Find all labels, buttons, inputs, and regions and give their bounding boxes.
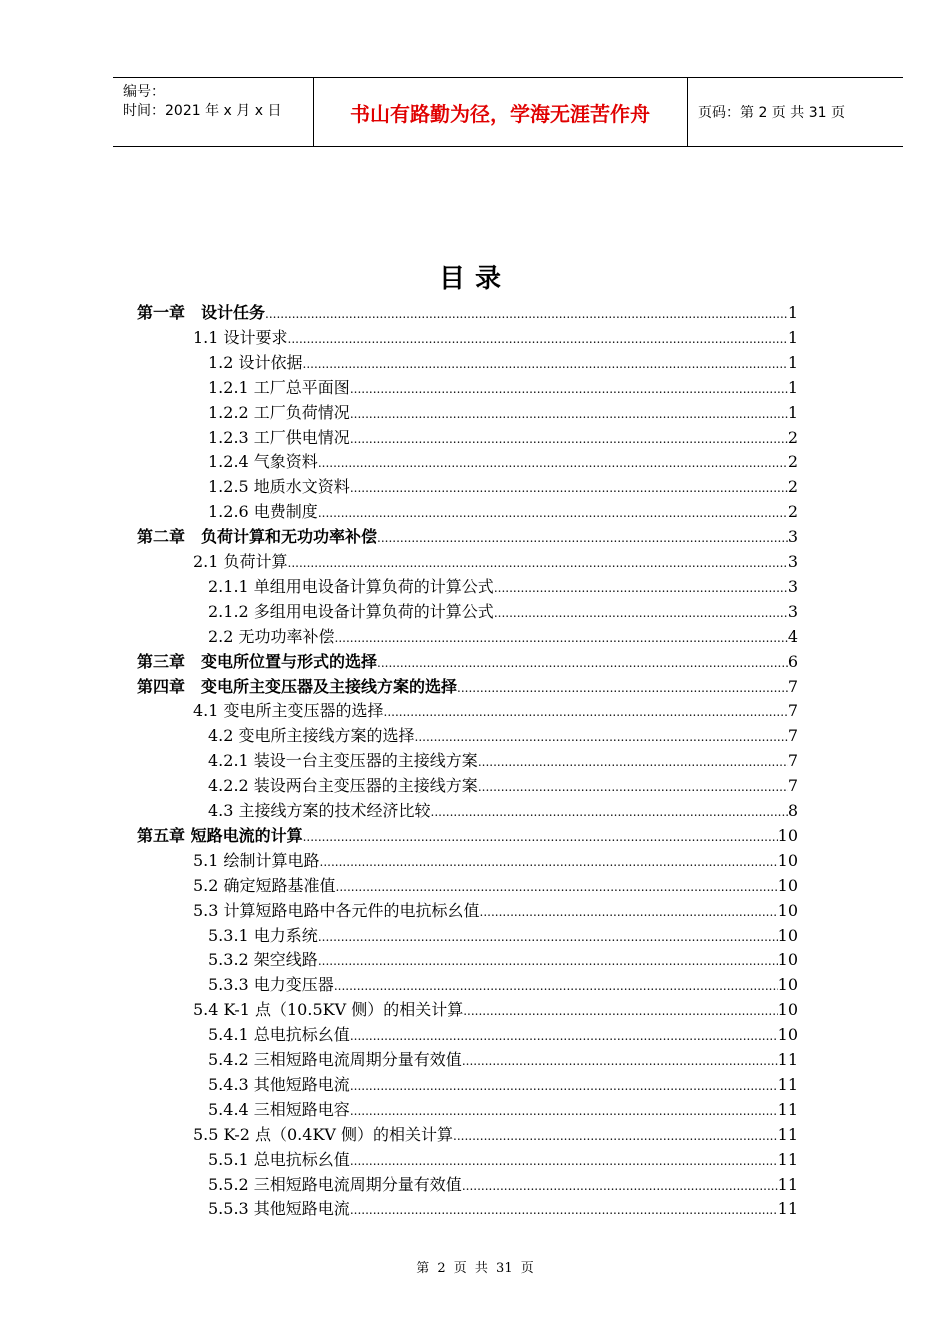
- toc-chapter-entry[interactable]: [137, 524, 798, 549]
- toc-entry[interactable]: [208, 723, 798, 748]
- toc-entry-label: 5.3.2 架空线路: [208, 950, 318, 970]
- toc-dot-leader: [350, 1099, 778, 1124]
- toc-entry-label: 5.4.2 三相短路电流周期分量有效值: [208, 1050, 462, 1069]
- toc-entry[interactable]: [193, 325, 798, 350]
- toc-entry-page: 11: [777, 1174, 798, 1194]
- toc-dot-leader: [318, 949, 778, 974]
- toc-entry-page: 10: [777, 875, 798, 895]
- toc-dot-leader: [350, 476, 788, 501]
- toc-dot-leader: [377, 651, 788, 676]
- toc-entry-label: 1.1 设计要求: [193, 327, 288, 347]
- toc-dot-leader: [478, 750, 788, 775]
- toc-entry-label: 5.5.3 其他短路电流: [208, 1199, 350, 1219]
- toc-entry-label: 2.1.1 单组用电设备计算负荷的计算公式: [208, 576, 494, 596]
- toc-entry-page: 10: [777, 975, 798, 995]
- toc-dot-leader: [431, 800, 788, 825]
- toc-entry-page: 2: [787, 452, 798, 472]
- toc-entry-page: 10: [777, 925, 798, 945]
- toc-entry[interactable]: [193, 898, 798, 923]
- toc-entry-page: 6: [787, 651, 798, 671]
- toc-entry[interactable]: [208, 1047, 798, 1072]
- toc-entry-label: 4.2.2 装设两台主变压器的主接线方案: [208, 776, 478, 796]
- toc-entry-label: 1.2.2 工厂负荷情况: [208, 402, 350, 422]
- toc-entry-label: 第一章 设计任务: [137, 303, 266, 322]
- toc-entry-label: 5.4.1 总电抗标幺值: [208, 1025, 350, 1045]
- toc-entry-label: 1.2.1 工厂总平面图: [208, 377, 350, 397]
- toc-dot-leader: [350, 1024, 778, 1049]
- toc-entry[interactable]: [208, 350, 798, 375]
- toc-entry-label: 1.2.5 地质水文资料: [208, 477, 350, 497]
- toc-entry-label: 5.4 K-1 点（10.5KV 侧）的相关计算: [193, 1000, 464, 1020]
- toc-dot-leader: [494, 601, 788, 626]
- toc-entry-page: 2: [787, 477, 798, 497]
- toc-entry-page: 10: [777, 950, 798, 970]
- toc-entry-page: 2: [787, 502, 798, 522]
- toc-entry-page: 4: [787, 626, 798, 646]
- header-page-info: 页码：第 2 页 共 31 页: [698, 105, 845, 121]
- toc-entry[interactable]: [208, 1097, 798, 1122]
- toc-entry[interactable]: [208, 1022, 798, 1047]
- toc-entry-label: 5.5.1 总电抗标幺值: [208, 1149, 350, 1169]
- toc-entry-page: 1: [787, 327, 798, 347]
- toc-entry-page: 10: [777, 1025, 798, 1045]
- toc-entry-page: 10: [777, 900, 798, 920]
- toc-entry-page: 11: [777, 1199, 798, 1219]
- toc-entry-label: 1.2.4 气象资料: [208, 452, 318, 472]
- toc-dot-leader: [288, 551, 788, 576]
- toc-entry[interactable]: [208, 449, 798, 474]
- toc-entry-page: 3: [787, 576, 798, 596]
- toc-chapter-entry[interactable]: [137, 823, 798, 848]
- toc-dot-leader: [320, 850, 778, 875]
- toc-entry-label: 4.2.1 装设一台主变压器的主接线方案: [208, 751, 478, 771]
- toc-entry[interactable]: [208, 947, 798, 972]
- toc-entry[interactable]: [208, 1147, 798, 1172]
- toc-entry-label: 4.1 变电所主变压器的选择: [193, 701, 384, 721]
- toc-entry[interactable]: [208, 1172, 798, 1197]
- toc-entry[interactable]: [208, 773, 798, 798]
- toc-dot-leader: [480, 900, 778, 925]
- toc-dot-leader: [457, 676, 788, 701]
- toc-dot-leader: [288, 327, 788, 352]
- toc-entry-label: 5.3 计算短路电路中各元件的电抗标幺值: [193, 900, 480, 920]
- toc-entry-label: 5.3.3 电力变压器: [208, 975, 334, 995]
- toc-entry-label: 5.5.2 三相短路电流周期分量有效值: [208, 1174, 462, 1194]
- toc-entry[interactable]: [208, 798, 798, 823]
- toc-dot-leader: [453, 1124, 778, 1149]
- toc-entry-label: 第三章 变电所位置与形式的选择: [137, 651, 378, 671]
- toc-entry[interactable]: [208, 499, 798, 524]
- toc-entry-page: 7: [787, 701, 798, 721]
- toc-entry-label: 5.4.3 其他短路电流: [208, 1074, 350, 1094]
- toc-entry[interactable]: [193, 698, 798, 723]
- toc-entry[interactable]: [193, 997, 798, 1022]
- toc-entry-page: 7: [787, 751, 798, 771]
- toc-entry-label: 1.2.3 工厂供电情况: [208, 427, 350, 447]
- toc-entry-page: 10: [777, 850, 798, 870]
- toc-entry-label: 5.2 确定短路基准值: [193, 875, 336, 895]
- toc-entry-label: 5.4.4 三相短路电容: [208, 1099, 350, 1119]
- toc-dot-leader: [478, 775, 788, 800]
- toc-entry-page: 11: [777, 1124, 798, 1144]
- toc-entry-page: 1: [787, 377, 798, 397]
- toc-dot-leader: [463, 999, 777, 1024]
- toc-entry-label: 1.2 设计依据: [208, 352, 303, 372]
- toc-entry-label: 第二章 负荷计算和无功功率补偿: [137, 527, 378, 547]
- toc-entry-label: 2.1.2 多组用电设备计算负荷的计算公式: [208, 601, 494, 621]
- toc-entry-page: 3: [787, 527, 798, 547]
- toc-dot-leader: [462, 1049, 778, 1074]
- toc-chapter-entry[interactable]: [137, 674, 798, 699]
- toc-dot-leader: [350, 1198, 778, 1223]
- toc-entry-page: 7: [787, 676, 798, 696]
- toc-dot-leader: [318, 501, 788, 526]
- toc-dot-leader: [384, 700, 788, 725]
- number-label: 编号：: [123, 84, 165, 100]
- toc-entry-label: 2.2 无功功率补偿: [208, 626, 335, 646]
- toc-entry-label: 5.1 绘制计算电路: [193, 850, 320, 870]
- toc-dot-leader: [336, 875, 778, 900]
- toc-dot-leader: [350, 377, 788, 402]
- toc-entry-page: 8: [787, 801, 798, 820]
- toc-dot-leader: [303, 352, 788, 377]
- time-label: 时间：2021 年 x 月 x 日: [123, 103, 282, 119]
- toc-entry[interactable]: [208, 923, 798, 948]
- toc-entry-page: 1: [787, 402, 798, 422]
- toc-entry-page: 11: [777, 1149, 798, 1169]
- toc-entry[interactable]: [193, 549, 798, 574]
- toc-entry-label: 4.2 变电所主接线方案的选择: [208, 726, 415, 746]
- toc-entry[interactable]: [208, 1072, 798, 1097]
- toc-chapter-entry[interactable]: [137, 300, 798, 325]
- toc-entry-page: 10: [777, 825, 798, 845]
- toc-dot-leader: [318, 925, 778, 950]
- toc-entry[interactable]: [208, 400, 798, 425]
- toc-entry-page: 11: [777, 1050, 798, 1069]
- page-header: [113, 77, 903, 147]
- toc-entry[interactable]: [208, 425, 798, 450]
- toc-entry-label: 5.3.1 电力系统: [208, 925, 318, 945]
- toc-dot-leader: [334, 974, 778, 999]
- toc-entry-page: 3: [787, 601, 798, 621]
- toc-entry-page: 2: [787, 427, 798, 447]
- toc-dot-leader: [350, 1149, 778, 1174]
- toc-entry[interactable]: [193, 873, 798, 898]
- toc-entry[interactable]: [193, 848, 798, 873]
- toc-entry-label: 2.1 负荷计算: [193, 552, 288, 571]
- toc-entry-page: 10: [777, 1000, 798, 1020]
- toc-dot-leader: [415, 725, 788, 750]
- toc-dot-leader: [265, 302, 788, 327]
- toc-dot-leader: [318, 451, 788, 476]
- toc-dot-leader: [462, 1174, 778, 1199]
- toc-entry-page: 1: [787, 303, 798, 322]
- toc-entry-label: 第四章 变电所主变压器及主接线方案的选择: [137, 676, 458, 696]
- toc-entry[interactable]: [208, 972, 798, 997]
- toc-dot-leader: [350, 1074, 778, 1099]
- toc-entry[interactable]: [208, 1196, 798, 1221]
- toc-entry-label: 5.5 K-2 点（0.4KV 侧）的相关计算: [193, 1124, 454, 1144]
- toc-entry[interactable]: [208, 375, 798, 400]
- header-meta: [113, 78, 314, 146]
- toc-chapter-entry[interactable]: [137, 649, 798, 674]
- toc-dot-leader: [350, 427, 788, 452]
- toc-entry[interactable]: [208, 474, 798, 499]
- toc-entry-page: 7: [787, 776, 798, 796]
- toc-entry-page: 1: [787, 352, 798, 372]
- toc-dot-leader: [494, 576, 788, 601]
- toc-title: 目录: [438, 264, 511, 294]
- toc-entry-label: 1.2.6 电费制度: [208, 502, 318, 522]
- toc-entry-label: 第五章 短路电流的计算: [137, 825, 303, 845]
- toc-entry-label: 4.3 主接线方案的技术经济比较: [208, 801, 431, 820]
- toc-entry-page: 11: [777, 1074, 798, 1094]
- toc-entry[interactable]: [208, 748, 798, 773]
- page-footer: 第 2 页 共 31 页: [416, 1261, 534, 1276]
- toc-dot-leader: [335, 626, 788, 651]
- toc-entry[interactable]: [208, 574, 798, 599]
- toc-dot-leader: [350, 402, 788, 427]
- toc-dot-leader: [303, 825, 778, 850]
- toc-entry[interactable]: [193, 1122, 798, 1147]
- toc-entry-page: 11: [777, 1099, 798, 1119]
- toc-entry[interactable]: [208, 599, 798, 624]
- toc-entry-page: 3: [787, 552, 798, 571]
- toc-entry[interactable]: [208, 624, 798, 649]
- toc-entry-page: 7: [787, 726, 798, 746]
- toc-dot-leader: [377, 526, 788, 551]
- header-motto: 书山有路勤为径，学海无涯苦作舟: [313, 78, 688, 146]
